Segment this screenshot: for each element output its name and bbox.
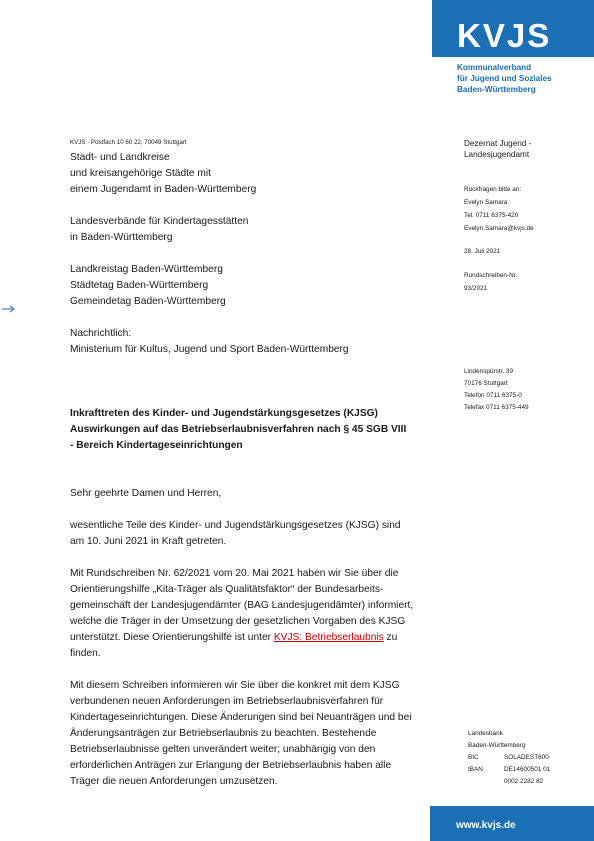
text-line-with-link <box>70 630 450 646</box>
contact-block <box>464 184 534 234</box>
subject-line: Inkrafttreten des Kinder- und Jugendstärkungsgesetzes (KJSG) <box>70 408 378 419</box>
recipient-line: Stadt- und Landkreise <box>70 152 170 163</box>
text-line: am 10. Juni 2021 in Kraft getreten. <box>70 536 227 547</box>
subject <box>70 406 450 454</box>
recipients-group-1 <box>70 150 256 198</box>
recipient-line: und kreisangehörige Städte mit <box>70 168 212 179</box>
bic-row <box>468 752 568 763</box>
recipient-line: in Baden-Württemberg <box>70 232 173 243</box>
text-line: Orientierungshilfe „Kita-Träger als Qualitätsfaktor“ der Bundesarbeits- <box>70 584 384 595</box>
arrow-right-icon <box>2 304 16 314</box>
text-line: Kindertageseinrichtungen. Diese Änderungen sind bei Neuanträgen und bei <box>70 712 412 723</box>
org-line: für Jugend und Soziales <box>457 74 552 83</box>
letter-date: 28. Juli 2021 <box>464 248 501 255</box>
department-line: Dezernat Jugend - <box>464 139 532 148</box>
text-line: Mit diesem Schreiben informieren wir Sie über die konkret mit dem KJSG <box>70 680 400 691</box>
text-line: welche die Träger in der Umsetzung der gesetzlichen Vorgaben des KJSG <box>70 616 406 627</box>
salutation: Sehr geehrte Damen und Herren, <box>70 488 222 499</box>
circular-label: Rundschreiben-Nr. <box>464 272 518 279</box>
department-line: Landesjugendamt <box>464 150 530 159</box>
iban-value: DE14600501 01 <box>504 766 551 773</box>
recipient-line: Gemeindetag Baden-Württemberg <box>70 296 226 307</box>
cc-block <box>70 326 349 358</box>
return-address: KVJS · Postfach 10 60 22, 70049 Stuttgart <box>70 139 187 146</box>
org-line: Baden-Württemberg <box>457 85 536 94</box>
org-line: Kommunalverband <box>457 63 532 72</box>
iban-row-cont <box>468 776 568 787</box>
bank-details <box>468 728 568 787</box>
circular-number: 93/2021 <box>464 285 488 292</box>
recipient-line: Landkreistag Baden-Württemberg <box>70 264 223 275</box>
bank-name: Landesbank <box>468 730 503 737</box>
contact-phone: Tel. 0711 6375-420 <box>464 212 519 219</box>
contact-name: Evelyn Samara <box>464 199 508 206</box>
recipient-line: einem Jugendamt in Baden-Württemberg <box>70 184 257 195</box>
paragraph-3 <box>70 678 450 790</box>
text-line: Betriebserlaubnisse gelten unverändert weiter; unabhängig von den <box>70 744 376 755</box>
text-line: erforderlichen Anträgen zur Erlangung der Betriebserlaubnis haben alle <box>70 760 392 771</box>
recipient-line: Landesverbände für Kindertagesstätten <box>70 216 249 227</box>
address-line: Telefax 0711 6375-449 <box>464 404 529 411</box>
bic-label: BIC <box>468 754 479 761</box>
paragraph-2 <box>70 566 450 662</box>
text-line: wesentliche Teile des Kinder- und Jugendstärkungsgesetzes (KJSG) sind <box>70 520 401 531</box>
text-line: finden. <box>70 648 101 659</box>
address-line: 70176 Stuttgart <box>464 380 508 387</box>
iban-label: IBAN <box>468 766 483 773</box>
subject-line: Auswirkungen auf das Betriebserlaubnisverfahren nach § 45 SGB VIII <box>70 424 407 435</box>
text-fragment: unterstützt. Diese Orientierungshilfe ist unter <box>70 632 274 643</box>
kvjs-logo: KVJS <box>457 17 552 54</box>
iban-continuation: 0002 2282 82 <box>504 778 544 785</box>
subject-line: - Bereich Kindertageseinrichtungen <box>70 440 243 451</box>
recipients-group-3 <box>70 262 226 310</box>
bic-value: SOLADEST600 <box>504 754 549 761</box>
bank-name: Baden-Württemberg <box>468 742 526 749</box>
text-line: gemeinschaft der Landesjugendämter (BAG Landesjugendämter) informiert, <box>70 600 414 611</box>
text-line: verbundenen neuen Anforderungen im Betriebserlaubnisverfahren für <box>70 696 384 707</box>
text-line: Änderungsanträgen zur Betriebserlaubnis zu beachten. Bestehende <box>70 728 377 739</box>
contact-label: Rückfragen bitte an: <box>464 186 522 193</box>
contact-email: Evelyn.Samara@kvjs.de <box>464 225 534 232</box>
betriebserlaubnis-link[interactable]: KVJS: Betriebserlaubnis <box>273 632 384 643</box>
text-line: Mit Rundschreiben Nr. 62/2021 vom 20. Mai 2021 haben wir Sie über die <box>70 568 399 579</box>
recipient-line: Städtetag Baden-Württemberg <box>70 280 209 291</box>
text-fragment: zu <box>383 632 398 643</box>
circular-block <box>464 270 517 294</box>
cc-recipient: Ministerium für Kultus, Jugend und Sport Baden-Württemberg <box>70 344 349 355</box>
department <box>464 138 531 160</box>
office-address <box>464 366 529 413</box>
website-link[interactable]: www.kvjs.de <box>456 820 516 831</box>
address-line: Telefon 0711 6375-0 <box>464 392 522 399</box>
recipients-group-2 <box>70 214 248 246</box>
org-name <box>457 62 587 95</box>
text-line: Träger die neuen Anforderungen umzusetzen. <box>70 776 278 787</box>
address-line: Lindenspürstr. 39 <box>464 368 514 375</box>
cc-label: Nachrichtlich: <box>70 328 132 339</box>
paragraph-1 <box>70 518 450 550</box>
iban-row <box>468 764 568 775</box>
